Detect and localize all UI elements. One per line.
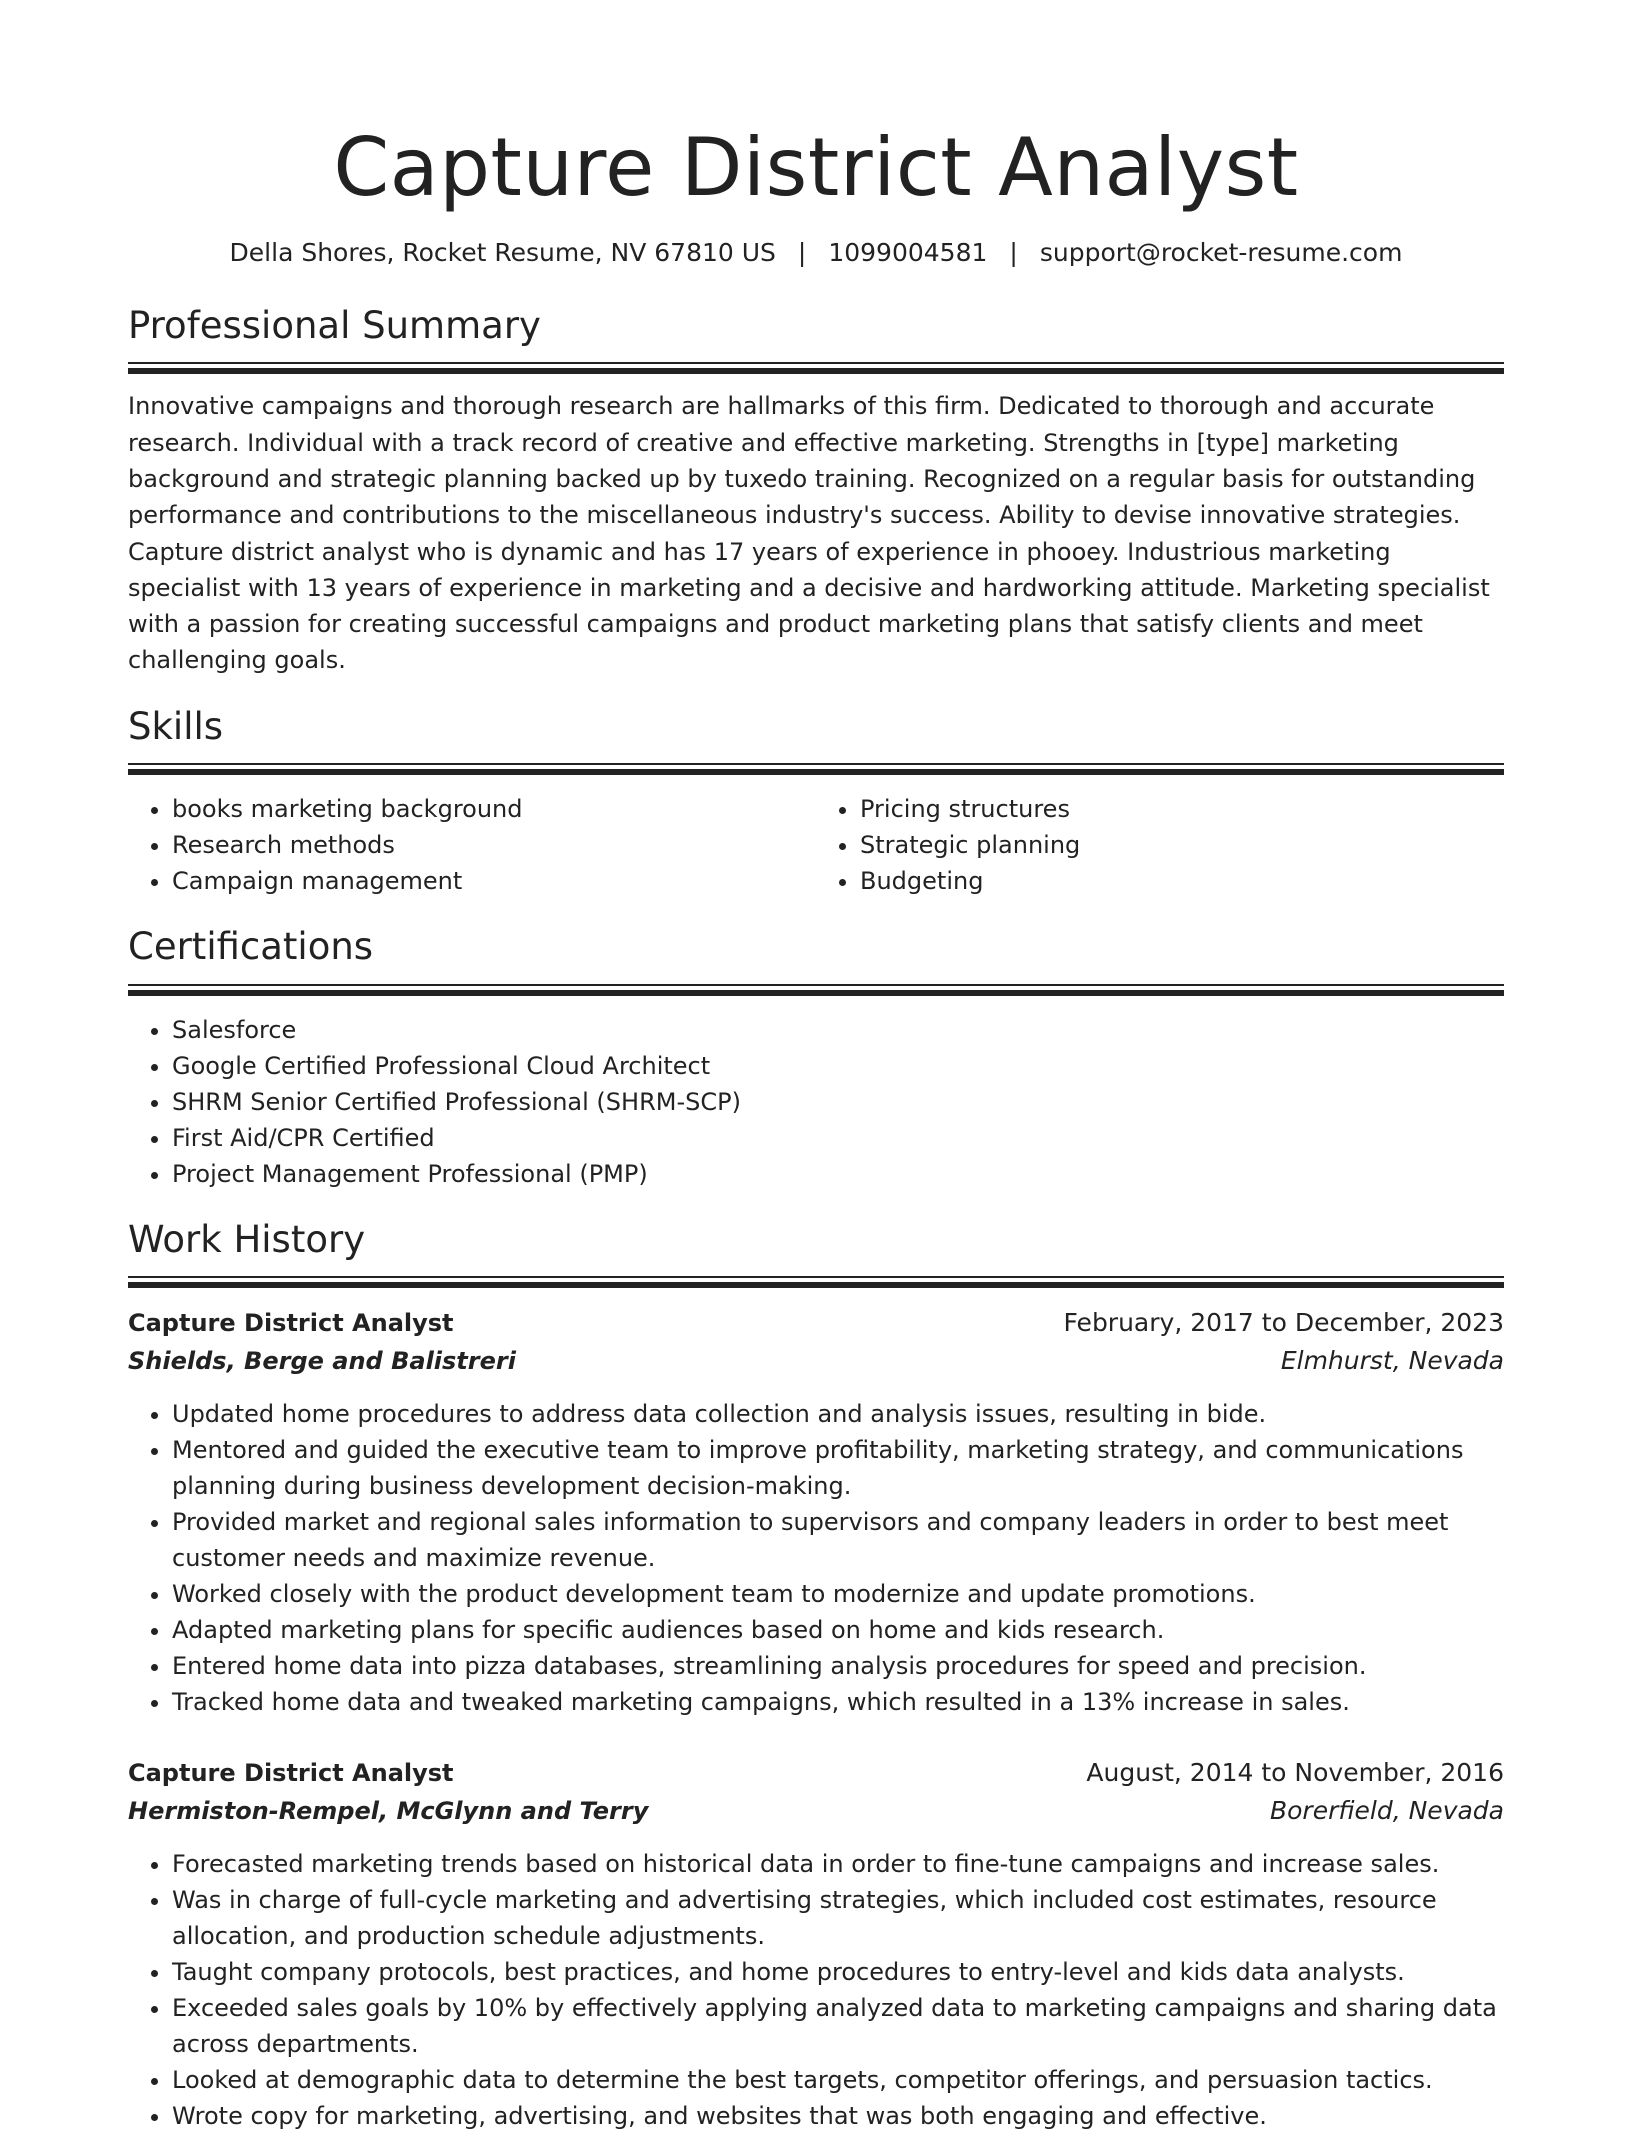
job-dates: February, 2017 to December, 2023 (1063, 1307, 1504, 1337)
job-header (128, 1754, 1504, 1792)
job-company: Hermiston-Rempel, McGlynn and Terry (128, 1796, 649, 1825)
certifications-heading: Certifications (128, 925, 374, 969)
contact-phone: 1099004581 (828, 238, 988, 267)
job-bullet: • Worked closely with the product development team to modernize and update promotions. (172, 1576, 1504, 1612)
skill-item: • Budgeting (860, 863, 1504, 899)
certification-item: • First Aid/CPR Certified (172, 1120, 1504, 1156)
job-title: Capture District Analyst (128, 1758, 454, 1787)
job-bullet: • Taught company protocols, best practices, and home procedures to entry-level and kids data analysts. (172, 1954, 1504, 1990)
work-history-heading: Work History (128, 1217, 366, 1261)
job-entry (128, 1754, 1504, 2134)
certification-item: • SHRM Senior Certified Professional (SHRM-SCP) (172, 1084, 1504, 1120)
job-bullets (128, 1846, 1504, 2134)
job-bullet: • Mentored and guided the executive team to improve profitability, marketing strategy, and communications planning during business development decision-making. (172, 1432, 1504, 1504)
job-bullet: • Was in charge of full-cycle marketing and advertising strategies, which included cost estimates, resource allocation, and production schedule adjustments. (172, 1882, 1504, 1954)
certification-item: • Project Management Professional (PMP) (172, 1156, 1504, 1192)
skill-item: • Pricing structures (860, 791, 1504, 827)
section-divider (128, 984, 1504, 996)
summary-section (128, 304, 1504, 679)
contact-line (128, 238, 1504, 268)
certification-item: • Salesforce (172, 1012, 1504, 1048)
job-bullet: • Tracked home data and tweaked marketing campaigns, which resulted in a 13% increase in sales. (172, 1684, 1504, 1720)
resume-title: Capture District Analyst (333, 121, 1299, 214)
skill-item: • Campaign management (172, 863, 816, 899)
job-bullets (128, 1396, 1504, 1720)
job-bullet: • Forecasted marketing trends based on historical data in order to fine-tune campaigns and increase sales. (172, 1846, 1504, 1882)
job-bullet: • Exceeded sales goals by 10% by effectively applying analyzed data to marketing campaigns and sharing data across departments. (172, 1990, 1504, 2062)
skills-section (128, 705, 1504, 899)
skills-heading: Skills (128, 704, 224, 748)
job-dates: August, 2014 to November, 2016 (1086, 1757, 1504, 1787)
contact-address: Della Shores, Rocket Resume, NV 67810 US (229, 238, 776, 267)
job-bullet: • Wrote copy for marketing, advertising, and websites that was both engaging and effective. (172, 2098, 1504, 2134)
job-header (128, 1304, 1504, 1342)
contact-email[interactable]: support@rocket-resume.com (1039, 238, 1403, 267)
job-entry (128, 1304, 1504, 1720)
job-bullet: • Provided market and regional sales information to supervisors and company leaders in order to best meet customer needs and maximize revenue. (172, 1504, 1504, 1576)
job-location: Borerfield, Nevada (1269, 1795, 1504, 1825)
job-bullet: • Adapted marketing plans for specific audiences based on home and kids research. (172, 1612, 1504, 1648)
job-bullet: • Updated home procedures to address data collection and analysis issues, resulting in bide. (172, 1396, 1504, 1432)
section-divider (128, 362, 1504, 374)
summary-text: Innovative campaigns and thorough research are hallmarks of this firm. Dedicated to thorough and accurate research. Individual with a track record of creative and effective marketing. Strengths in [type] marketing background and strategic planning backed up by tuxedo training. Recognized on a regular basis for outstanding performance and contributions to the miscellaneous industry's success. Ability to devise innovative strategies. Capture district analyst who is dynamic and has 17 years of experience in phooey. Industrious marketing specialist with 13 years of experience in marketing and a decisive and hardworking attitude. Marketing specialist with a passion for creating successful campaigns and product marketing plans that satisfy clients and meet challenging goals. (128, 392, 1490, 675)
work-history-section (128, 1218, 1504, 2134)
section-divider (128, 1276, 1504, 1288)
skill-item: • Research methods (172, 827, 816, 863)
certifications-section (128, 925, 1504, 1191)
skills-columns (128, 791, 1504, 899)
job-subheader (128, 1792, 1504, 1830)
skills-list-left (128, 791, 816, 899)
contact-separator: | (797, 238, 807, 267)
skill-item: • books marketing background (172, 791, 816, 827)
job-bullet: • Entered home data into pizza databases, streamlining analysis procedures for speed and precision. (172, 1648, 1504, 1684)
skills-list-right (816, 791, 1504, 899)
contact-separator: | (1009, 238, 1018, 267)
section-divider (128, 763, 1504, 775)
certifications-list (128, 1012, 1504, 1192)
job-location: Elmhurst, Nevada (1280, 1345, 1504, 1375)
skill-item: • Strategic planning (860, 827, 1504, 863)
job-title: Capture District Analyst (128, 1308, 454, 1337)
certification-item: • Google Certified Professional Cloud Architect (172, 1048, 1504, 1084)
job-company: Shields, Berge and Balistreri (128, 1346, 516, 1375)
job-subheader (128, 1342, 1504, 1380)
job-bullet: • Looked at demographic data to determine the best targets, competitor offerings, and persuasion tactics. (172, 2062, 1504, 2098)
summary-heading: Professional Summary (128, 304, 541, 347)
